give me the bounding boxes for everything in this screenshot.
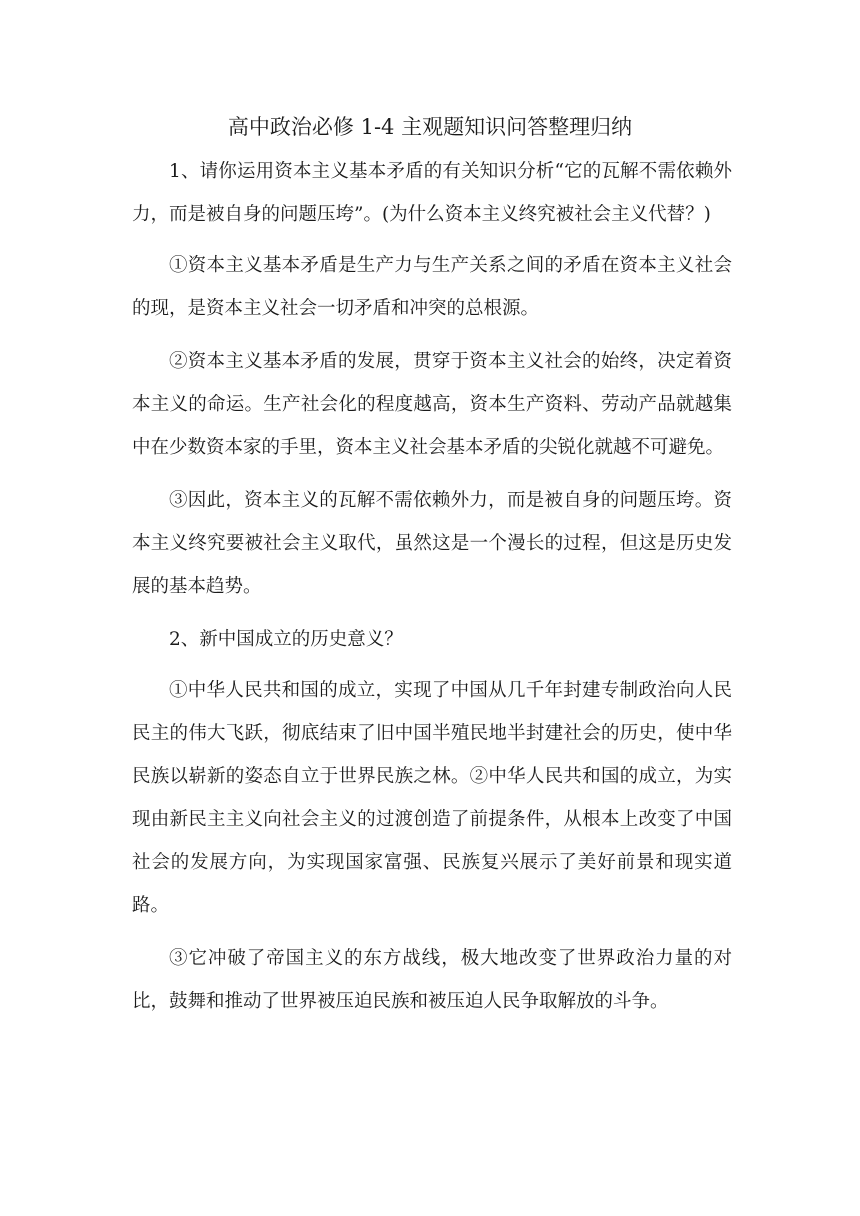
answer-1-point-3: ③因此，资本主义的瓦解不需依赖外力，而是被自身的问题压垮。资本主义终究要被社会主义取代，虽然这是一个漫长的过程，但这是历史发展的基本趋势。 xyxy=(132,490,732,597)
question-2: 2、新中国成立的历史意义？ xyxy=(169,629,403,650)
answer-2-points-1-2: ①中华人民共和国的成立，实现了中国从几千年封建专制政治向人民民主的伟大飞跃，彻底结束了旧中国半殖民地半封建社会的历史，使中华民族以崭新的姿态自立于世界民族之林。②中华人民共和国的成立，为实现由新民主主义向社会主义的过渡创造了前提条件，从根本上改变了中国社会的发展方向，为实现国家富强、民族复兴展示了美好前景和现实道路。 xyxy=(132,680,732,916)
document-body xyxy=(132,150,732,1033)
answer-1-point-1: ①资本主义基本矛盾是生产力与生产关系之间的矛盾在资本主义社会的现，是资本主义社会一切矛盾和冲突的总根源。 xyxy=(132,255,732,319)
answer-2-point-3: ③它冲破了帝国主义的东方战线，极大地改变了世界政治力量的对比，鼓舞和推动了世界被压迫民族和被压迫人民争取解放的斗争。 xyxy=(132,948,732,1012)
question-1: 1、请你运用资本主义基本矛盾的有关知识分析“它的瓦解不需依赖外力，而是被自身的问题压垮”。(为什么资本主义终究被社会主义代替？) xyxy=(132,161,732,225)
answer-1-point-2: ②资本主义基本矛盾的发展，贯穿于资本主义社会的始终，决定着资本主义的命运。生产社会化的程度越高，资本生产资料、劳动产品就越集中在少数资本家的手里，资本主义社会基本矛盾的尖锐化就越不可避免。 xyxy=(132,351,732,458)
document-title: 高中政治必修 1-4 主观题知识问答整理归纳 xyxy=(227,115,633,139)
